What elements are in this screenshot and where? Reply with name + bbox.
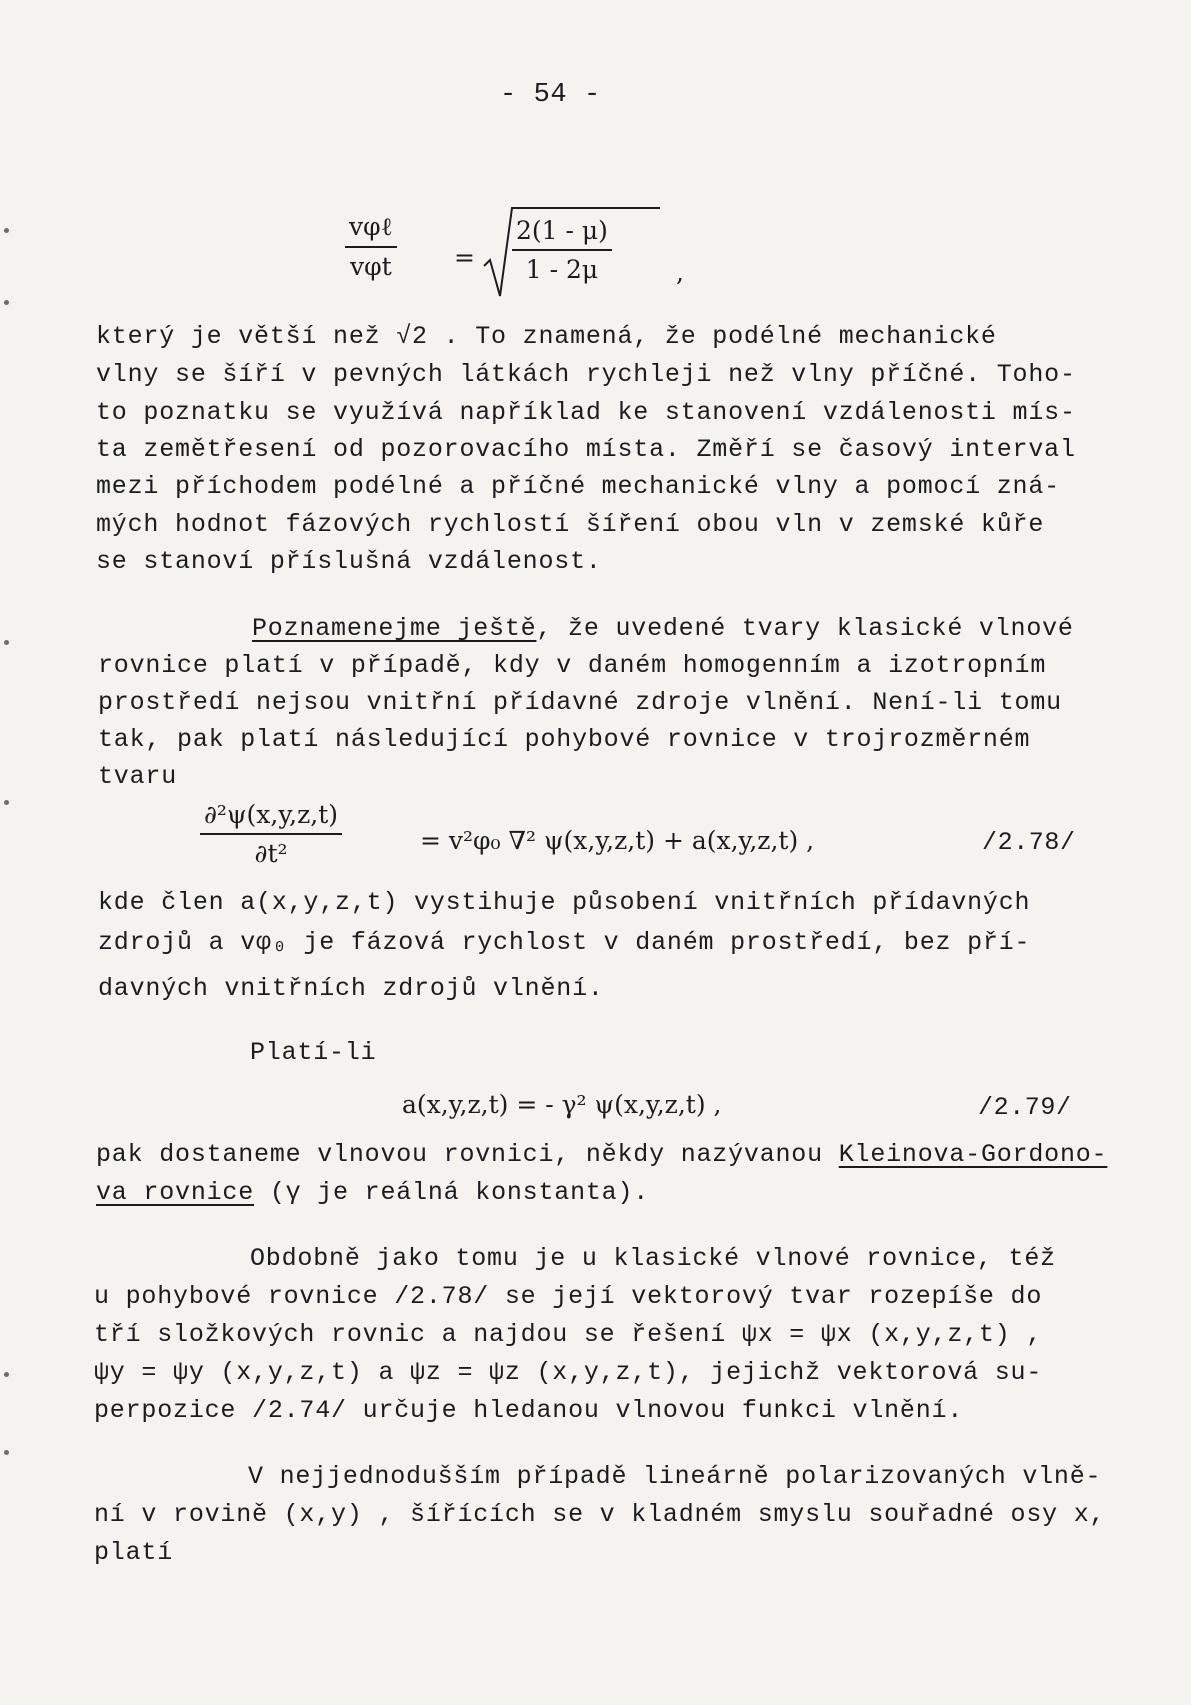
longitudinal-velocity: vφℓ [345, 212, 397, 248]
text-line: V nejjednodušším případě lineárně polarizovaných vlně- [248, 1462, 1102, 1491]
text-line: zdrojů a vφ₀ je fázová rychlost v daném prostředí, bez pří- [98, 928, 1031, 957]
text-line: ta zemětřesení od pozorovacího místa. Změří se časový interval [96, 435, 1076, 464]
equation-2-78-lhs [200, 800, 342, 868]
radicand-denominator: 1 - 2μ [525, 255, 599, 284]
equals-sign: = [454, 243, 475, 272]
text-span: (γ je reálná konstanta). [254, 1178, 650, 1207]
equation-number: /2.78/ [982, 828, 1076, 857]
text-span: , že uvedené tvary klasické vlnové [536, 614, 1074, 643]
transverse-velocity: vφt [349, 252, 392, 281]
text-line: ní v rovině (x,y) , šířících se v kladném smyslu souřadné osy x, [94, 1500, 1106, 1529]
text-line: ψy = ψy (x,y,z,t) a ψz = ψz (x,y,z,t), jejichž vektorová su- [94, 1358, 1043, 1387]
equation-comma: , [676, 258, 684, 287]
text-line: davných vnitřních zdrojů vlnění. [98, 974, 604, 1003]
text-span: pak dostaneme vlnovou rovnici, někdy nazývanou [96, 1140, 839, 1169]
radicand-fraction [512, 216, 612, 284]
underlined-phrase: Poznamenejme ještě [252, 614, 537, 643]
text-line: tří složkových rovnic a najdou se řešení ψx = ψx (x,y,z,t) , [94, 1320, 1043, 1349]
text-line: který je větší než √2 . To znamená, že podélné mechanické [96, 322, 997, 351]
margin-speck [4, 1450, 9, 1455]
text-line [252, 614, 1074, 643]
text-line: Obdobně jako tomu je u klasické vlnové rovnice, též [250, 1244, 1056, 1273]
equation-2-79: a(x,y,z,t) = - γ² ψ(x,y,z,t) , [402, 1090, 722, 1119]
velocity-ratio-fraction [345, 212, 397, 281]
margin-speck [4, 300, 9, 305]
page-number: - 54 - [500, 80, 601, 110]
text-line: platí [94, 1538, 174, 1567]
text-line: kde člen a(x,y,z,t) vystihuje působení vnitřních přídavných [98, 888, 1031, 917]
text-line: se stanoví příslušná vzdálenost. [96, 547, 602, 576]
text-line: u pohybové rovnice /2.78/ se její vektorový tvar rozepíše do [94, 1282, 1043, 1311]
equation-2-78-rhs: = v²φ₀ ∇² ψ(x,y,z,t) + a(x,y,z,t) , [420, 826, 815, 855]
text-line: vlny se šíří v pevných látkách rychleji než vlny příčné. Toho- [96, 360, 1076, 389]
text-line: prostředí nejsou vnitřní přídavné zdroje vlnění. Není-li tomu [98, 688, 1062, 717]
margin-speck [4, 1372, 9, 1377]
text-line: tak, pak platí následující pohybové rovnice v trojrozměrném [98, 725, 1031, 754]
text-line [96, 1178, 649, 1207]
equation-number: /2.79/ [978, 1093, 1072, 1122]
text-line: Platí-li [250, 1038, 377, 1067]
margin-speck [4, 800, 9, 805]
text-line: perpozice /2.74/ určuje hledanou vlnovou funkci vlnění. [94, 1396, 964, 1425]
underlined-phrase: va rovnice [96, 1178, 255, 1207]
margin-speck [4, 640, 9, 645]
underlined-phrase: Kleinova-Gordono- [838, 1140, 1108, 1169]
partial-t-squared: ∂t² [254, 839, 288, 868]
text-line [96, 1140, 1107, 1169]
text-line: to poznatku se využívá například ke stanovení vzdálenosti mís- [96, 398, 1076, 427]
velocity-ratio-equation [345, 212, 397, 281]
text-line: tvaru [98, 762, 178, 791]
text-line: mých hodnot fázových rychlostí šíření obou vln v zemské kůře [96, 510, 1045, 539]
radicand-numerator: 2(1 - μ) [512, 216, 612, 251]
margin-speck [4, 228, 9, 233]
text-line: rovnice platí v případě, kdy v daném homogenním a izotropním [98, 651, 1047, 680]
text-line: mezi příchodem podélné a příčné mechanické vlny a pomocí zná- [96, 472, 1060, 501]
second-partial-psi: ∂²ψ(x,y,z,t) [200, 800, 342, 835]
